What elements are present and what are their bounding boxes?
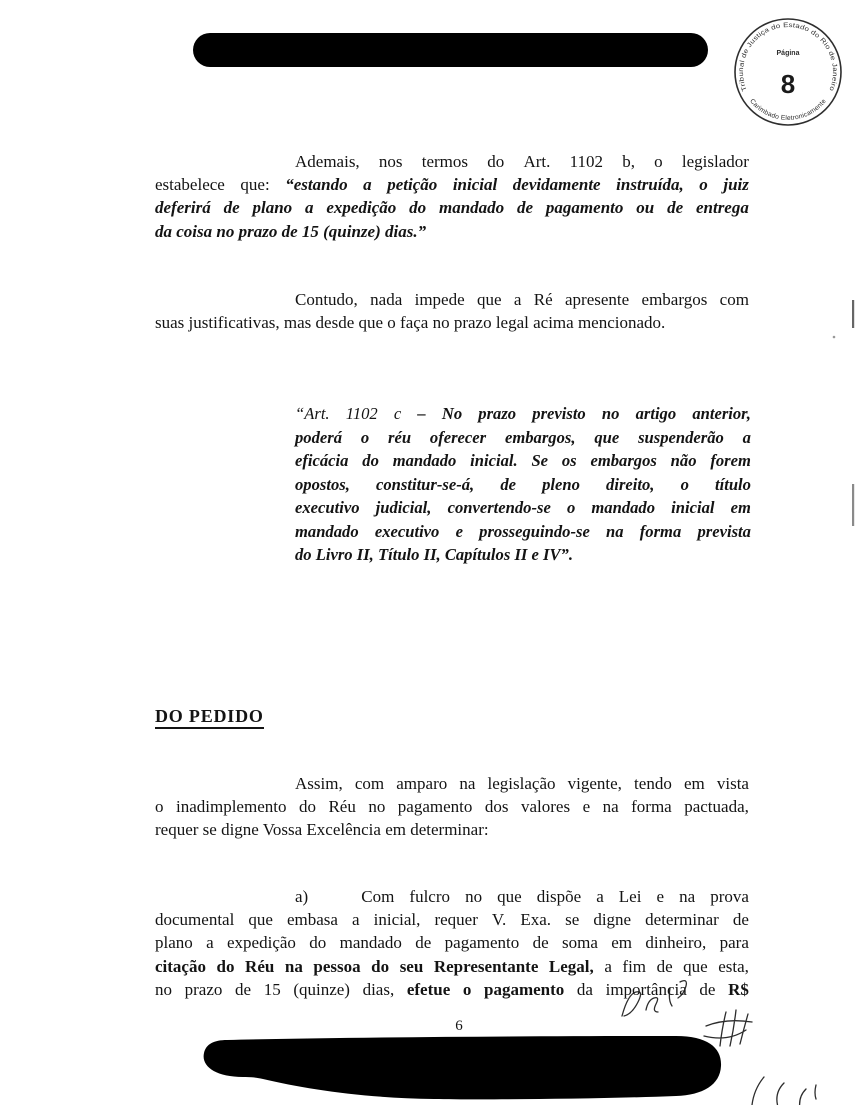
handwritten-mark-hash <box>704 1010 752 1046</box>
paragraph-contudo <box>155 288 749 334</box>
text-line: executivo judicial, convertendo-se o mandado inicial em <box>295 498 751 517</box>
redaction-bar-top <box>193 33 708 67</box>
text-line: deferirá de plano a expedição do mandado de pagamento ou de entrega <box>155 198 749 218</box>
stamp-court-name: Tribunal de Justiça do Estado do Rio de Janeiro <box>737 22 839 93</box>
text-line: a) Com fulcro no que dispõe a Lei e na prova <box>295 887 749 906</box>
text-line: documental que embasa a inicial, requer V. Exa. se digne determinar de <box>155 910 749 930</box>
text-line: citação do Réu na pessoa do seu Representante Legal, a fim de que esta, <box>155 956 749 976</box>
text-line: o inadimplemento do Réu no pagamento dos valores e na forma pactuada, <box>155 797 749 817</box>
text-line: plano a expedição do mandado de pagamento de soma em dinheiro, para <box>155 933 749 953</box>
text-line: Assim, com amparo na legislação vigente, tendo em vista <box>295 774 749 793</box>
text-line: eficácia do mandado inicial. Se os embargos não forem <box>295 451 751 470</box>
scan-speck <box>833 336 836 339</box>
text-line: do Livro II, Título II, Capítulos II e IV”. <box>295 545 573 564</box>
paragraph-assim <box>155 772 749 842</box>
text-line: suas justificativas, mas desde que o faça no prazo legal acima mencionado. <box>155 313 666 333</box>
text-line: opostos, constitur-se-á, de pleno direito, o título <box>295 474 751 494</box>
section-heading-text: DO PEDIDO <box>155 706 264 729</box>
blockquote-art-1102c <box>295 402 751 567</box>
court-stamp <box>729 13 847 131</box>
text-line: poderá o réu oferecer embargos, que suspenderão a <box>295 427 751 447</box>
scan-edge-mark-upper <box>852 300 854 328</box>
text-line: da coisa no prazo de 15 (quinze) dias.” <box>155 221 427 241</box>
text-line: requer se digne Vossa Excelência em determinar: <box>155 820 489 840</box>
page-number: 6 <box>455 1018 463 1034</box>
stamp-page-number: 8 <box>780 69 796 99</box>
stamp-page-label: Página <box>776 50 800 57</box>
text-line: Ademais, nos termos do Art. 1102 b, o legislador <box>295 152 749 171</box>
stamp-bottom-text: Carimbado Eletronicamente <box>748 97 828 122</box>
text-line: estabelece que: “estando a petição inicial devidamente instruída, o juiz <box>155 175 749 195</box>
redaction-bar-bottom <box>204 1036 721 1099</box>
paragraph-ademais <box>155 150 749 243</box>
section-heading-do-pedido <box>155 706 264 727</box>
text-line: Contudo, nada impede que a Ré apresente embargos com <box>295 290 749 309</box>
paragraph-item-a <box>155 885 749 1001</box>
handwritten-mark-strokes <box>752 1077 816 1105</box>
text-line: mandado executivo e prosseguindo-se na forma prevista <box>295 521 751 541</box>
text-line: “Art. 1102 c – No prazo previsto no artigo anterior, <box>295 404 751 423</box>
text-line: no prazo de 15 (quinze) dias, efetue o pagamento da importância de R$ <box>155 979 749 999</box>
scan-edge-mark-lower <box>852 484 854 526</box>
